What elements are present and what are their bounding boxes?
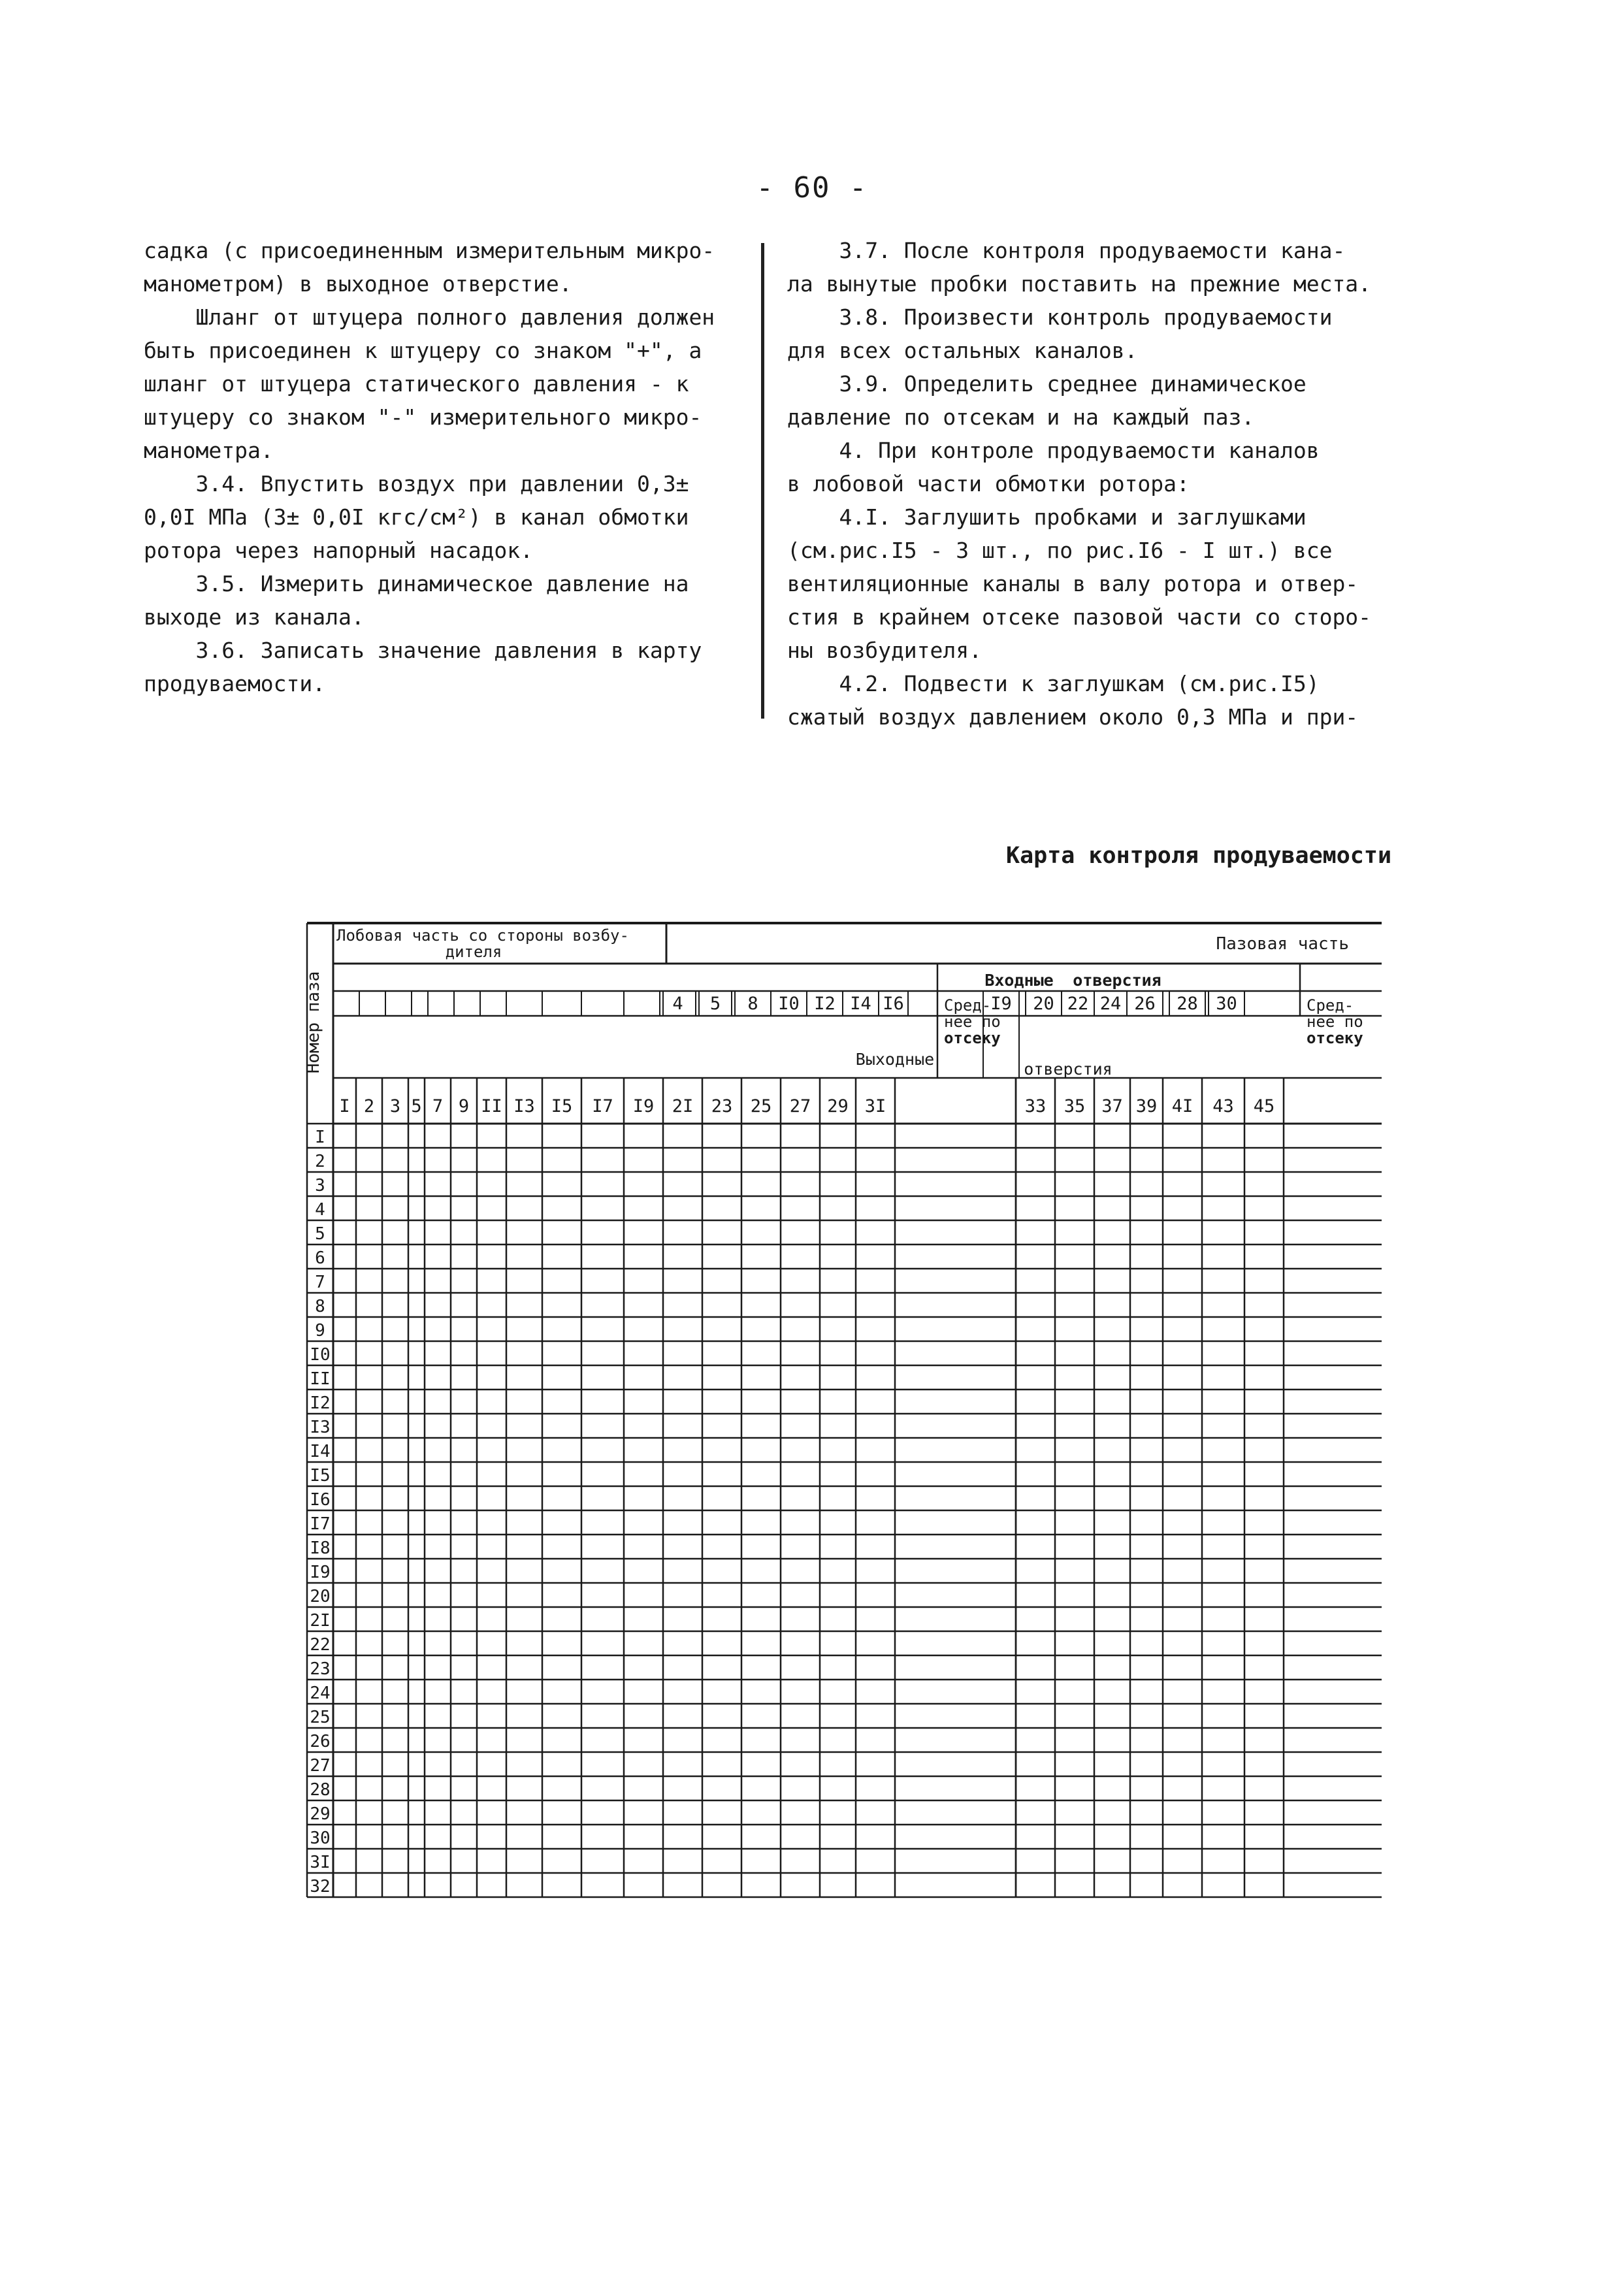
text-line: 4. При контроле продуваемости каналов: [787, 438, 1320, 463]
outlet-number: 2: [363, 1096, 375, 1116]
inlet-number: 5: [709, 994, 721, 1014]
slot-number: 3: [315, 1176, 325, 1195]
inlet-number: I4: [850, 994, 871, 1014]
avg-label: нее по: [944, 1013, 1001, 1031]
text-line: 4.I. Заглушить пробками и заглушками: [787, 504, 1307, 530]
text-line: 3.6. Записать значение давления в карту: [144, 638, 702, 663]
slot-number: 7: [315, 1273, 325, 1292]
row-header-label: Номер паза: [304, 971, 323, 1074]
inlet-number: I2: [814, 994, 836, 1014]
outlet-number: 7: [432, 1096, 444, 1116]
slot-number: 32: [310, 1877, 331, 1896]
text-line: 3.9. Определить среднее динамическое: [787, 371, 1307, 397]
slot-number: 23: [310, 1659, 331, 1679]
outlet-number: 45: [1253, 1096, 1275, 1116]
outlet-number: 27: [789, 1096, 811, 1116]
text-line: 0,0I МПа (3± 0,0I кгс/см²) в канал обмотки: [144, 504, 689, 530]
text-line: продуваемости.: [144, 671, 326, 696]
outlet-number: 43: [1212, 1096, 1234, 1116]
slot-number: 30: [310, 1829, 331, 1848]
outlet-number: I9: [632, 1096, 655, 1116]
slot-number: 2I: [310, 1611, 331, 1631]
outlet-number: 9: [458, 1096, 470, 1116]
outlet-label: Выходные: [855, 1050, 935, 1069]
slot-number: I5: [310, 1466, 331, 1486]
slot-number: 22: [310, 1635, 331, 1655]
outlet-number: 5: [411, 1096, 422, 1116]
text-line: ны возбудителя.: [787, 638, 983, 663]
text-line: 4.2. Подвести к заглушкам (см.рис.I5): [787, 671, 1320, 696]
slot-number: 6: [315, 1248, 325, 1268]
text-line: в лобовой части обмотки ротора:: [787, 471, 1190, 496]
text-line: Шланг от штуцера полного давления должен: [144, 304, 715, 330]
outlet-number: 3: [389, 1096, 401, 1116]
avg-label: нее по: [1307, 1013, 1363, 1031]
outlet-label: отверстия: [1024, 1060, 1112, 1079]
text-line: шланг от штуцера статического давления - к: [144, 371, 689, 397]
outlet-number: 29: [827, 1096, 849, 1116]
slot-number: 9: [315, 1321, 325, 1341]
slot-number: 3I: [310, 1853, 331, 1872]
outlet-number: I5: [551, 1096, 573, 1116]
inlet-number: 22: [1067, 994, 1089, 1014]
inlet-number: I9: [990, 994, 1012, 1014]
outlet-number: 37: [1101, 1096, 1123, 1116]
avg-label: отсеку: [1307, 1029, 1363, 1047]
slot-number: 28: [310, 1780, 331, 1800]
slot-number: I6: [310, 1490, 331, 1510]
text-line: штуцеру со знаком "-" измерительного микро-: [144, 404, 702, 430]
section-right-label: Пазовая часть: [1216, 934, 1349, 954]
slot-number: I: [315, 1128, 325, 1147]
text-line: садка (с присоединенным измерительным микро-: [144, 238, 715, 263]
outlet-number: II: [481, 1096, 502, 1116]
inlet-number: 20: [1033, 994, 1054, 1014]
inlet-number: 26: [1134, 994, 1156, 1014]
outlet-number: I3: [513, 1096, 535, 1116]
inlet-number: 8: [747, 994, 758, 1014]
inlet-number: 30: [1216, 994, 1237, 1014]
text-line: для всех остальных каналов.: [787, 338, 1138, 363]
text-line: стия в крайнем отсеке пазовой части со сторо-: [787, 604, 1372, 630]
text-line: ла вынутые пробки поставить на прежние места.: [787, 271, 1372, 297]
slot-number: I0: [310, 1345, 331, 1365]
text-line: манометра.: [144, 438, 274, 463]
outlet-number: 23: [711, 1096, 733, 1116]
outlet-number: 33: [1024, 1096, 1047, 1116]
slot-number: 24: [310, 1683, 331, 1703]
slot-number: 29: [310, 1804, 331, 1824]
slot-number: I4: [310, 1442, 331, 1461]
slot-number: I9: [310, 1563, 331, 1582]
text-line: 3.4. Впустить воздух при давлении 0,3±: [144, 471, 689, 496]
outlet-number: I7: [592, 1096, 613, 1116]
inlet-label: отверстия: [1073, 971, 1161, 990]
text-line: сжатый воздух давлением около 0,3 МПа и при-: [787, 704, 1359, 730]
outlet-number: 3I: [864, 1096, 886, 1116]
slot-number: I3: [310, 1418, 331, 1437]
outlet-number: 39: [1135, 1096, 1158, 1116]
text-line: 3.8. Произвести контроль продуваемости: [787, 304, 1333, 330]
page-number: - 60 -: [756, 171, 868, 204]
slot-number: 4: [315, 1200, 325, 1220]
inlet-number: 28: [1177, 994, 1198, 1014]
slot-number: 8: [315, 1297, 325, 1316]
text-line: давление по отсекам и на каждый паз.: [787, 404, 1255, 430]
table-title: Карта контроля продуваемости: [1006, 843, 1392, 869]
slot-number: 5: [315, 1224, 325, 1244]
outlet-number: 4I: [1171, 1096, 1194, 1116]
slot-number: II: [310, 1369, 331, 1389]
inlet-number: 4: [672, 994, 683, 1014]
outlet-number: 35: [1064, 1096, 1086, 1116]
slot-number: I2: [310, 1393, 331, 1413]
inlet-number: I6: [883, 994, 904, 1014]
text-line: быть присоединен к штуцеру со знаком "+", а: [144, 338, 702, 363]
section-left-label: Лобовая часть со стороны возбу-: [336, 926, 629, 945]
avg-label: Сред-: [1307, 996, 1354, 1015]
text-line: вентиляционные каналы в валу ротора и отвер-: [787, 571, 1359, 596]
slot-number: I7: [310, 1514, 331, 1534]
slot-number: 27: [310, 1756, 331, 1776]
outlet-number: 25: [750, 1096, 772, 1116]
inlet-number: 24: [1099, 994, 1122, 1014]
avg-label: Сред-: [944, 996, 992, 1015]
avg-label: отсеку: [944, 1029, 1001, 1047]
text-line: ротора через напорный насадок.: [144, 538, 534, 563]
slot-number: 25: [310, 1708, 331, 1727]
outlet-number: I: [339, 1096, 350, 1116]
text-line: 3.7. После контроля продуваемости кана-: [787, 238, 1346, 263]
text-line: манометром) в выходное отверстие.: [144, 271, 572, 297]
outlet-number: 2I: [672, 1096, 694, 1116]
section-left-label: дителя: [445, 943, 502, 961]
slot-number: 26: [310, 1732, 331, 1751]
slot-number: 2: [315, 1152, 325, 1171]
slot-number: 20: [310, 1587, 331, 1606]
inlet-label: Входные: [984, 971, 1054, 990]
text-line: 3.5. Измерить динамическое давление на: [144, 571, 689, 596]
text-line: (см.рис.I5 - 3 шт., по рис.I6 - I шт.) все: [787, 538, 1333, 563]
slot-number: I8: [310, 1538, 331, 1558]
inlet-number: I0: [778, 994, 800, 1014]
text-line: выходе из канала.: [144, 604, 365, 630]
